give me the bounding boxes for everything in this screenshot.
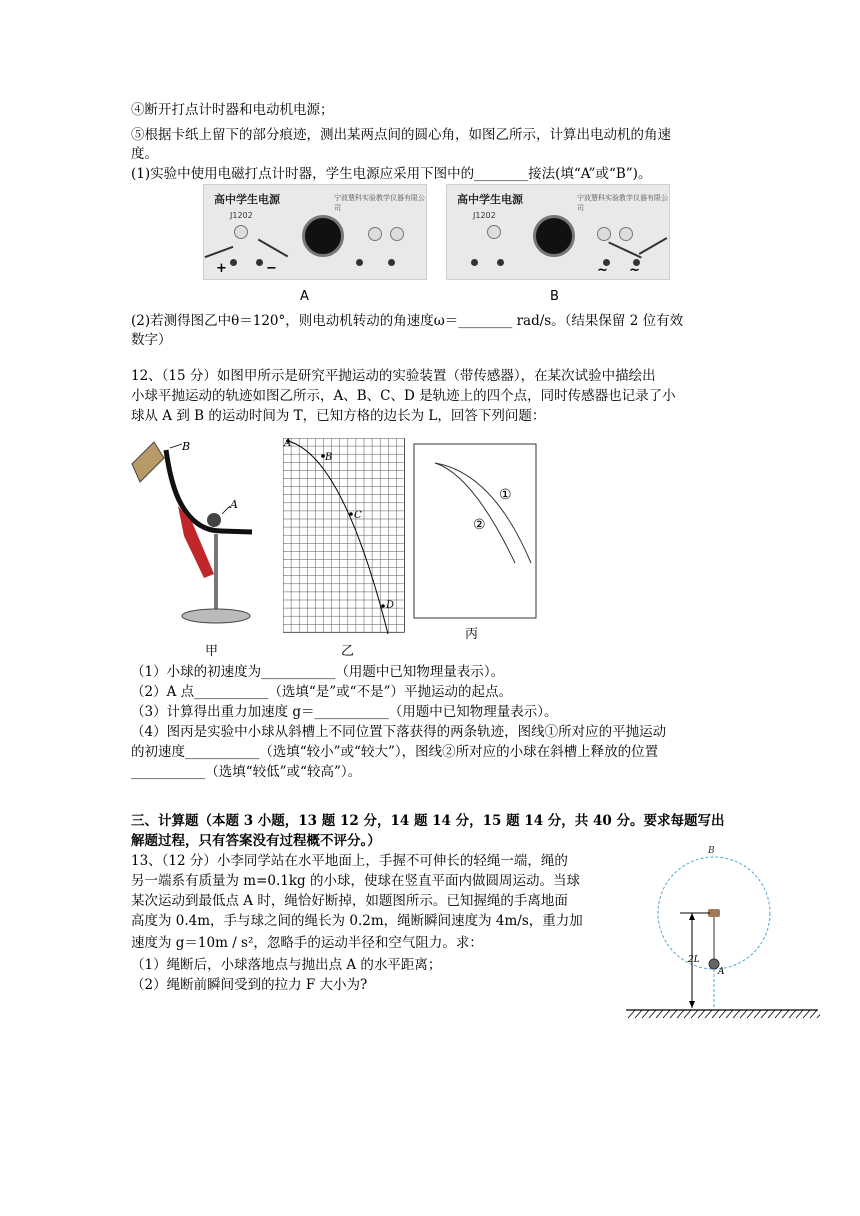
hatch-line [698,1010,705,1018]
switch-knob [487,225,501,239]
stand-base [182,609,250,623]
question-2-cont: 数字） [131,332,172,348]
power-supply-photo-a [203,184,427,280]
hatch-line [740,1010,747,1018]
problem-13-text: 另一端系有质量为 m=0.1kg 的小球，使球在竖直平面内做圆周运动。当球 [131,873,580,889]
hatch-line [782,1010,789,1018]
sub-question-3: （3）计算得出重力加速度 g＝___________（用题中已知物理量表示）。 [131,704,558,720]
power-supply-photo-b [446,184,670,280]
problem-12-text: 小球平抛运动的轨迹如图乙所示，A、B、C、D 是轨迹上的四个点，同时传感器也记录了小 [131,388,676,404]
hatch-line [712,1010,719,1018]
sub-question-2: （2）A 点___________（选填“是”或“不是”）平抛运动的起点。 [131,684,512,700]
section-3-heading-cont: 解题过程，只有答案没有过程概不评分。） [131,833,381,849]
problem-13-text: 13、（12 分）小李同学站在水平地面上，手握不可伸长的轻绳一端，绳的 [131,853,568,869]
point-c [349,512,353,516]
step5-text-cont: 度。 [131,146,158,162]
ac-sign: ~ [597,263,608,278]
label-d: D [386,600,395,611]
terminal [356,259,363,266]
hatch-line [663,1010,670,1018]
hatch-line [789,1010,796,1018]
terminal [388,259,395,266]
curve-2-label: ② [473,517,486,533]
sub-question-4-cont: 的初速度___________（选填“较小”或“较大”），图线②所对应的小球在斜槽上释放的位置 [131,744,659,760]
trajectory-grid-yi [283,438,405,638]
hatch-line [747,1010,754,1018]
arrow-head-down [689,1001,695,1008]
circular-motion-figure [624,838,820,1020]
question-2: (2)若测得图乙中θ＝120°，则电动机转动的角速度ω＝________ rad/s。（结果保留 2 位有效 [131,313,684,329]
photo-header: 高中学生电源 [457,193,523,206]
photo-header: 高中学生电源 [214,193,280,206]
figure-label-jia: 甲 [205,644,219,659]
hatch-line [810,1010,817,1018]
photo-model: J1202 [230,211,253,220]
minus-sign: − [266,261,277,276]
hatch-line [677,1010,684,1018]
voltage-knob [302,215,344,257]
hatch-line [733,1010,740,1018]
figure-label-yi: 乙 [341,644,355,659]
switch-knob [234,225,248,239]
photo-label-b: B [550,289,559,304]
hatch-line [691,1010,698,1018]
sub-question-4: （4）图丙是实验中小球从斜槽上不同位置下落获得的两条轨迹，图线①所对应的平抛运动 [131,724,667,740]
apparatus-figure-jia [126,436,266,636]
sub-question-4-cont: ___________（选填“较低”或“较高”）。 [131,764,362,780]
photo-label-a: A [300,289,309,304]
photo-maker: 宁波慧科实验教学仪器有限公司 [577,194,668,212]
problem-12-text: 球从 A 到 B 的运动时间为 T，已知方格的边长为 L，回答下列问题： [131,408,546,424]
hatch-line [775,1010,782,1018]
label-b: B [325,452,333,463]
figure-label-bing: 丙 [465,627,479,642]
hatch-line [817,1010,820,1018]
trajectory-curve [288,441,388,634]
switch-knob [597,227,611,241]
ac-sign: ~ [629,263,640,278]
plus-sign: + [216,261,227,276]
leader-b [170,444,182,448]
step5-text: ⑤根据卡纸上留下的部分痕迹，测出某两点间的圆心角，如图乙所示，计算出电动机的角速 [131,127,671,143]
problem-13-text: 某次运动到最低点 A 时，绳恰好断掉，如题图所示。已知握绳的手离地面 [131,893,568,909]
label-a: A [230,498,238,511]
curve-1-label: ① [499,487,512,503]
leader-a [222,506,230,514]
ball [207,513,221,527]
photo-maker: 宁波慧科实验教学仪器有限公司 [334,194,425,212]
switch-knob [619,227,633,241]
terminal [497,259,504,266]
wire [608,241,641,258]
terminal [471,259,478,266]
ground-hatching [628,1010,820,1018]
hatch-line [803,1010,810,1018]
hatch-line [649,1010,656,1018]
hatch-line [635,1010,642,1018]
point-d [381,604,385,608]
hatch-line [705,1010,712,1018]
hatch-line [684,1010,691,1018]
label-b: B [182,440,191,453]
terminal [256,259,263,266]
switch-knob [368,227,382,241]
problem-12-text: 12、（15 分）如图甲所示是研究平抛运动的实验装置（带传感器），在某次试验中描绘出 [131,368,656,384]
photo-model: J1202 [473,211,496,220]
hatch-line [754,1010,761,1018]
label-a: A [284,438,292,449]
switch-knob [390,227,404,241]
problem-13-question-1: （1）绳断后，小球落地点与抛出点 A 的水平距离； [131,957,442,973]
voltage-knob [533,215,575,257]
hatch-line [726,1010,733,1018]
question-1: (1)实验中使用电磁打点计时器，学生电源应采用下图中的________接法(填“A”或“B”)。 [131,166,652,182]
hatch-line [796,1010,803,1018]
hatch-line [768,1010,775,1018]
wire [205,246,234,258]
label-b: B [708,846,715,856]
hatch-line [656,1010,663,1018]
hatch-line [670,1010,677,1018]
hatch-line [642,1010,649,1018]
trajectory-figure-bing [413,443,537,619]
wire [639,237,668,255]
hatch-line [761,1010,768,1018]
hatch-line [628,1010,635,1018]
sub-question-1: （1）小球的初速度为___________（用题中已知物理量表示）。 [131,664,505,680]
terminal [230,259,237,266]
step4-text: ④断开打点计时器和电动机电源； [131,102,334,118]
arrow-head-up [689,913,695,920]
wire [258,239,288,258]
section-3-heading: 三、计算题（本题 3 小题，13 题 12 分，14 题 14 分，15 题 14 分，共 40 分。要求每题写出 [131,813,725,829]
label-a: A [718,967,725,977]
problem-13-text: 高度为 0.4m，手与球之间的绳长为 0.2m，绳断瞬间速度为 4m/s，重力加 [131,913,583,929]
label-2l: 2L [688,955,700,965]
problem-13-question-2: （2）绳断前瞬间受到的拉力 F 大小为? [131,977,368,993]
problem-13-text: 速度为 g＝10m / s²，忽略手的运动半径和空气阻力。求： [131,935,483,951]
sensor-box [132,442,164,482]
hatch-line [719,1010,726,1018]
label-c: C [354,510,362,521]
